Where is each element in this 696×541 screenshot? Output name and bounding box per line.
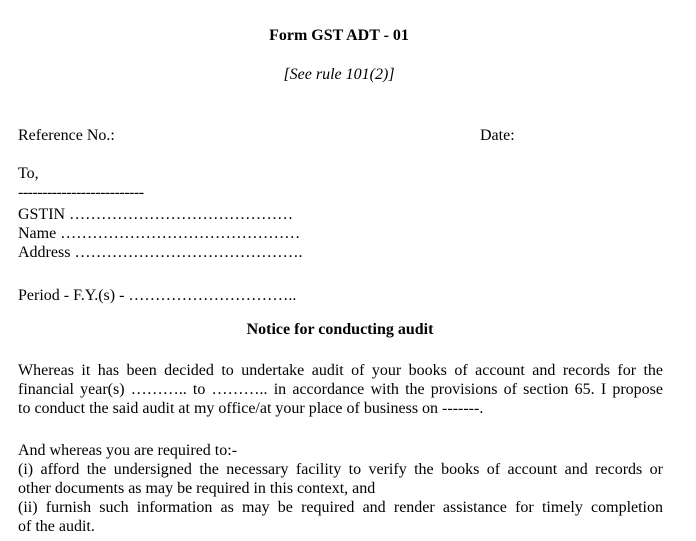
date-label: Date: <box>480 127 515 144</box>
notice-paragraph-2 <box>18 441 663 536</box>
reference-number-label: Reference No.: <box>18 127 115 144</box>
paragraph-line: to conduct the said audit at my office/at your place of business on -------. <box>18 400 484 417</box>
rule-reference: [See rule 101(2)] <box>283 66 395 83</box>
paragraph-line: And whereas you are required to:- <box>18 442 238 459</box>
paragraph-line: (ii) furnish such information as may be required and render assistance for timely completion <box>18 499 663 516</box>
period-field: Period - F.Y.(s) - ………………………….. <box>18 287 297 304</box>
notice-paragraph-1 <box>18 361 663 418</box>
notice-heading: Notice for conducting audit <box>246 321 434 338</box>
form-title: Form GST ADT - 01 <box>269 27 409 44</box>
paragraph-line: (i) afford the undersigned the necessary facility to verify the books of account and records or <box>18 461 663 478</box>
paragraph-line: Whereas it has been decided to undertake audit of your books of account and records for the <box>18 362 663 379</box>
paragraph-line: other documents as may be required in this context, and <box>18 480 376 497</box>
name-field: Name ……………………………………… <box>18 225 301 242</box>
addressee-rule-line: -------------------------- <box>18 184 144 201</box>
address-field: Address ……………………………………. <box>18 244 303 261</box>
paragraph-line: of the audit. <box>18 518 95 535</box>
paragraph-line: financial year(s) ……….. to ……….. in accordance with the provisions of section 65. I propose <box>18 381 663 398</box>
gstin-field: GSTIN …………………………………… <box>18 206 294 223</box>
to-label: To, <box>18 165 39 182</box>
